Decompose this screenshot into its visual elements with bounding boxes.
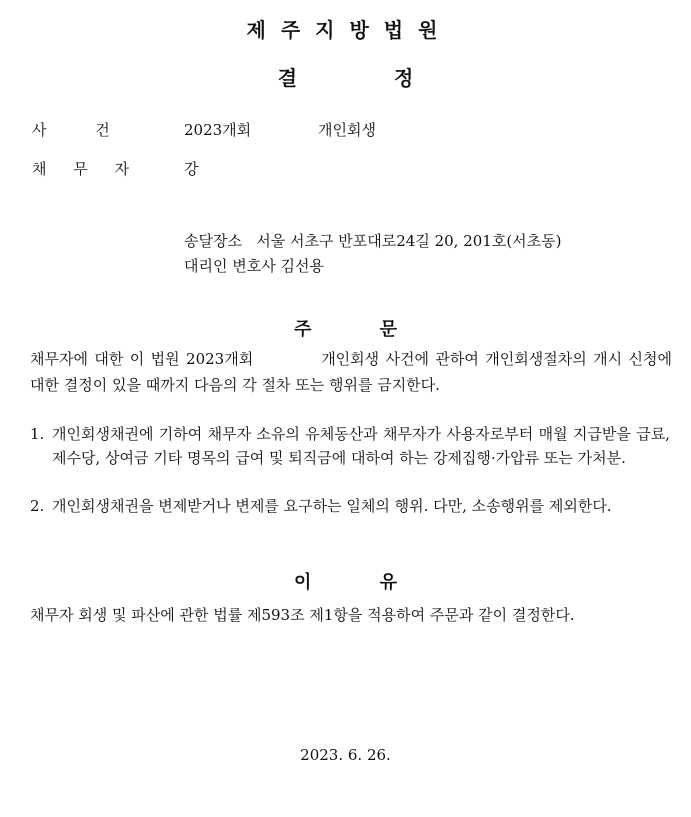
court-name: 제주지방법원 [246, 18, 453, 42]
case-number: 2023개회 [184, 121, 252, 139]
debtor-name: 강 [184, 160, 199, 178]
attorney: 대리인 변호사 김선용 [184, 257, 324, 275]
order-item-text: 개인회생채권에 기하여 채무자 소유의 유체동산과 채무자가 사용자로부터 매월 지급받을 급료, 제수당, 상여금 기타 명목의 급여 및 퇴직금에 대하여 하는 강제집행·가압류 또는 가처분. [52, 425, 670, 467]
case-label: 사 건 [32, 121, 110, 139]
order-item-number: 1. [30, 425, 45, 443]
order-item-number: 2. [30, 497, 45, 515]
order-item-2 [30, 494, 670, 518]
address-label: 송달장소 [184, 232, 242, 250]
decision-date: 2023. 6. 26. [300, 746, 391, 764]
order-intro-part2: 개인회생 사건에 관하여 개인회생절차의 개시 신청에 대한 결정이 있을 때까지 다음의 각 절차 또는 행위를 금지한다. [30, 350, 672, 394]
reason-heading: 이 유 [293, 572, 398, 593]
address-line [184, 230, 562, 251]
order-intro [30, 346, 672, 398]
order-item-1 [30, 422, 670, 470]
order-intro-part1: 채무자에 대한 이 법원 2023개회 [30, 350, 254, 368]
order-item-text: 개인회생채권을 변제받거나 변제를 요구하는 일체의 행위. 다만, 소송행위를 제외한다. [52, 497, 612, 515]
order-heading: 주 문 [293, 319, 398, 340]
debtor-label: 채 무 자 [32, 160, 130, 178]
document-title: 결 정 [277, 66, 414, 90]
case-name: 개인회생 [318, 121, 376, 139]
address-value: 서울 서초구 반포대로24길 20, 201호(서초동) [256, 232, 562, 250]
reason-text: 채무자 회생 및 파산에 관한 법률 제593조 제1항을 적용하여 주문과 같이 결정한다. [30, 606, 575, 624]
